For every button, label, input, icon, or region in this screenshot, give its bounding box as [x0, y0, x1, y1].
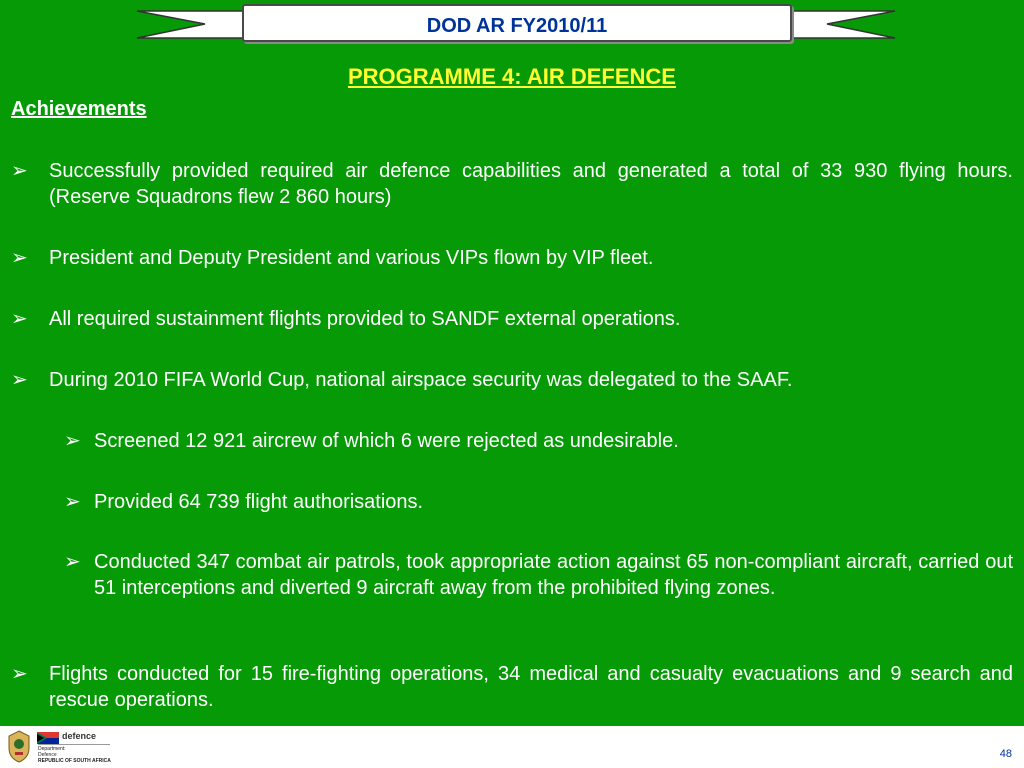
bullet-item [11, 158, 1013, 210]
header-title: DOD AR FY2010/11 [426, 15, 608, 37]
arrow-bullet-icon: ➢ [11, 663, 28, 685]
section-title: Achievements [11, 98, 147, 120]
arrow-bullet-icon: ➢ [11, 247, 28, 269]
bullet-text: President and Deputy President and various VIPs flown by VIP fleet. [49, 247, 654, 269]
coat-of-arms-icon [4, 728, 34, 764]
logo-divider [38, 744, 110, 745]
bullet-item [11, 661, 1013, 713]
logo-name: defence [62, 731, 97, 741]
arrow-bullet-icon: ➢ [11, 160, 28, 182]
bullet-text: During 2010 FIFA World Cup, national airspace security was delegated to the SAAF. [49, 369, 793, 391]
bullet-item [11, 245, 1013, 271]
bullet-text: All required sustainment flights provided to SANDF external operations. [49, 308, 681, 330]
arrow-bullet-icon: ➢ [64, 430, 81, 452]
bullet-text: Successfully provided required air defence capabilities and generated a total of 33 930 flying hours. (Reserve Squadrons flew 2 860 hours) [49, 160, 1013, 208]
programme-title: PROGRAMME 4: AIR DEFENCE [348, 64, 676, 89]
arrow-bullet-icon: ➢ [64, 491, 81, 513]
logo-line-defence: Defence [38, 752, 57, 758]
page-number: 48 [999, 748, 1012, 760]
bullet-item [11, 306, 1013, 332]
sub-bullet-item [64, 549, 1013, 601]
logo-line-department: Department: [38, 746, 66, 752]
logo-line-republic: REPUBLIC OF SOUTH AFRICA [38, 758, 111, 764]
bullet-text: Conducted 347 combat air patrols, took appropriate action against 65 non-compliant aircraft, carried out 51 interceptions and diverted 9 aircraft away from the prohibited flying zones. [94, 551, 1013, 599]
banner-ribbon-left [137, 11, 248, 38]
sa-flag-icon [37, 732, 59, 744]
header-box [242, 4, 792, 42]
banner-ribbon-right [780, 11, 895, 38]
bullet-text: Flights conducted for 15 fire-fighting operations, 34 medical and casualty evacuations and 9 search and rescue operations. [49, 663, 1013, 711]
bullet-item [11, 367, 1013, 393]
arrow-bullet-icon: ➢ [64, 551, 81, 573]
arrow-bullet-icon: ➢ [11, 369, 28, 391]
sub-bullet-item [64, 489, 1013, 515]
footer [0, 726, 1024, 768]
arrow-bullet-icon: ➢ [11, 308, 28, 330]
bullet-text: Provided 64 739 flight authorisations. [94, 491, 424, 513]
bullet-text: Screened 12 921 aircrew of which 6 were rejected as undesirable. [94, 430, 679, 452]
sub-bullet-item [64, 428, 1013, 454]
